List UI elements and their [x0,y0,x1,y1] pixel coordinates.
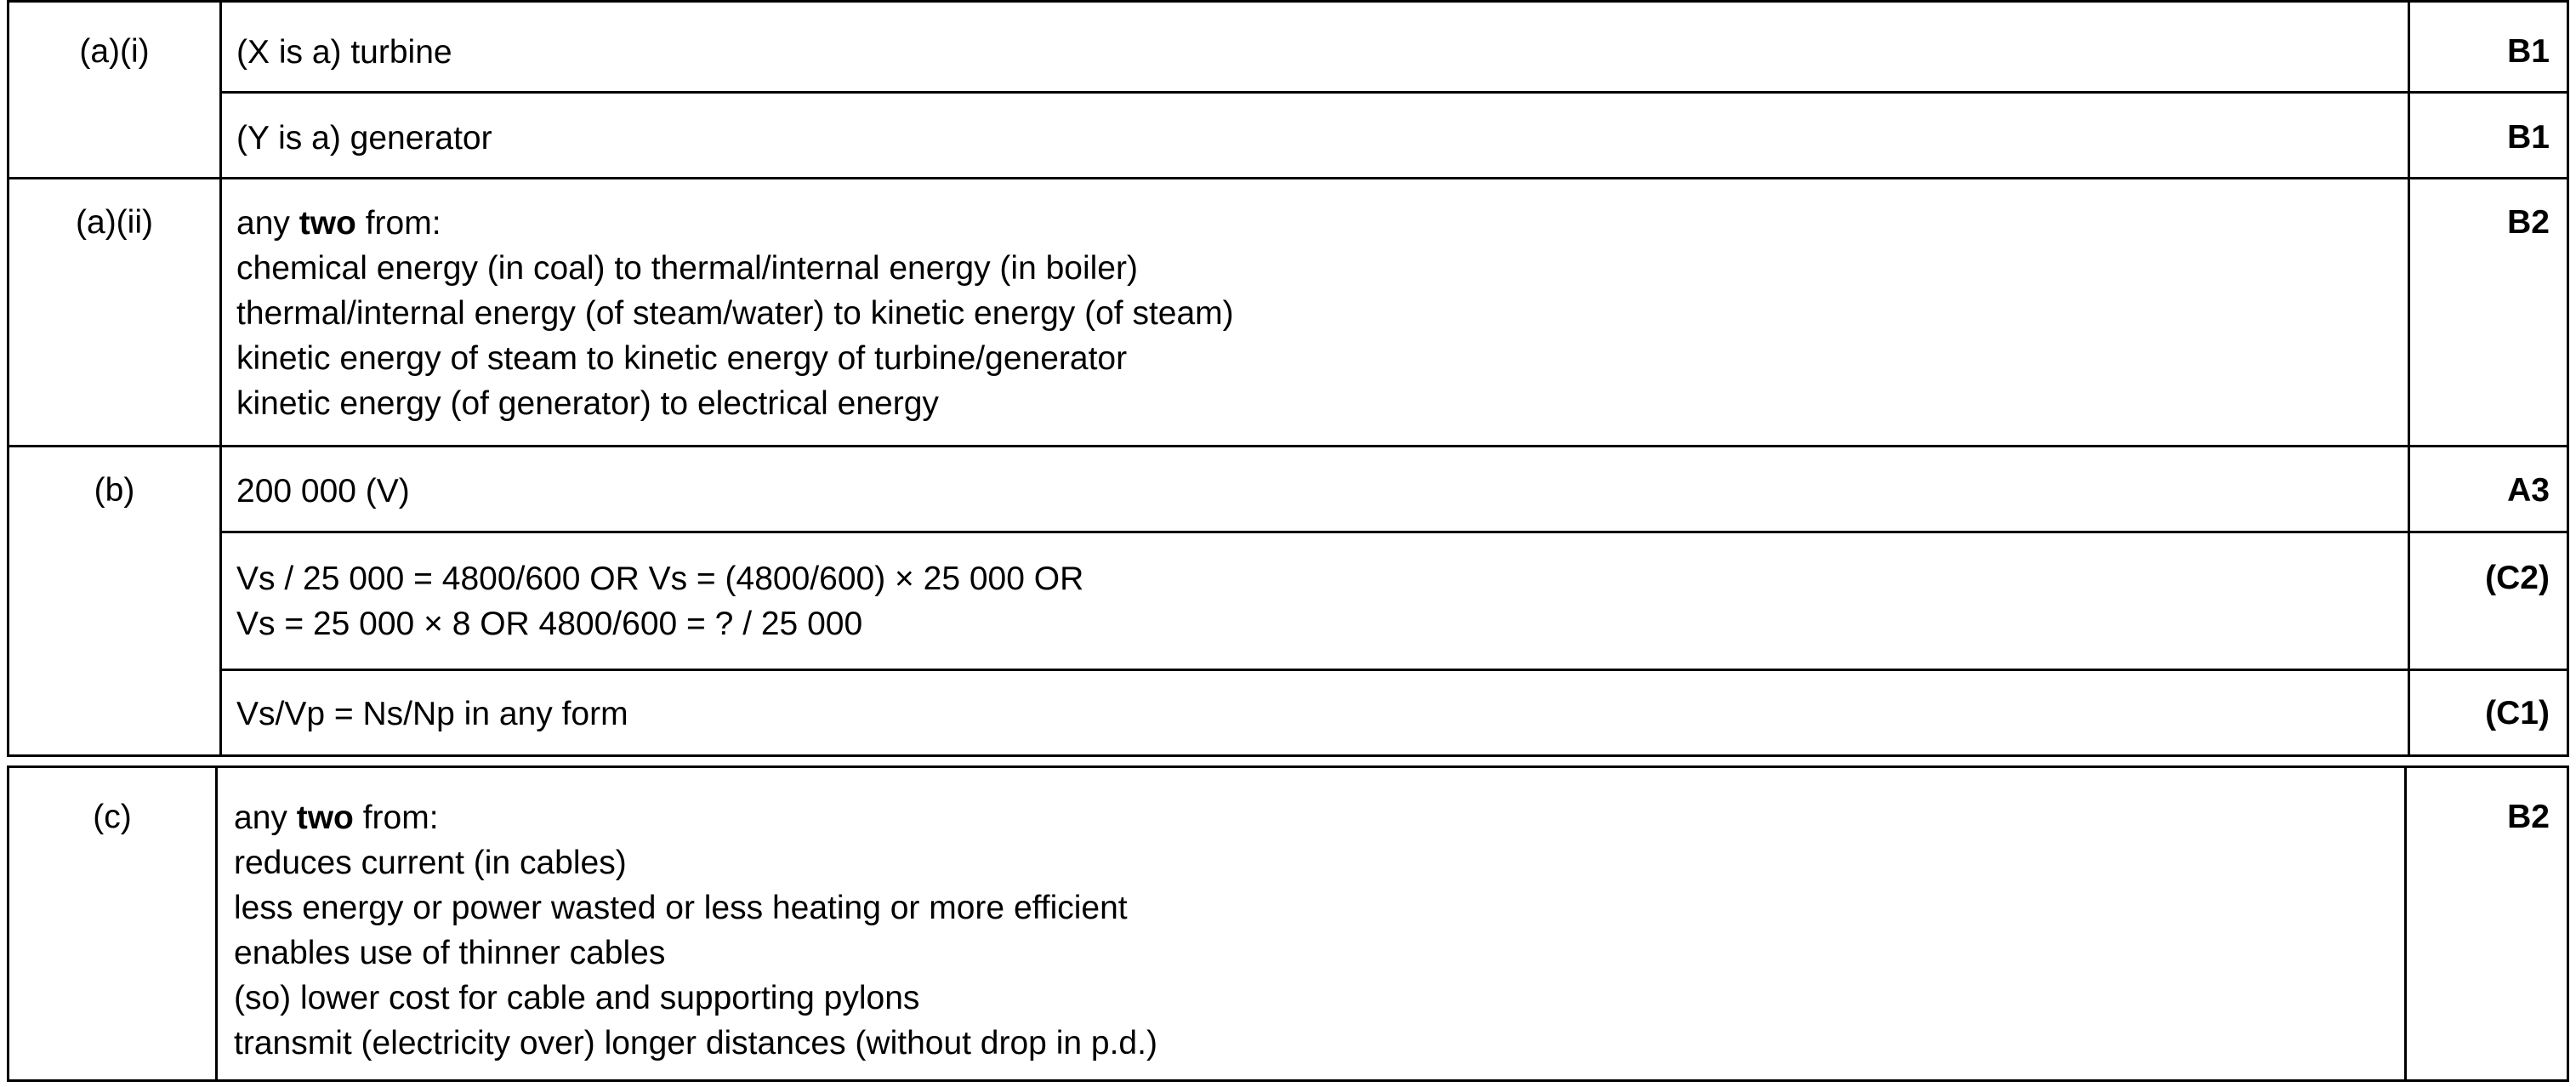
question-label-b: (b) [94,472,135,509]
answer-a-ii [236,201,1234,426]
answer-line: kinetic energy of steam to kinetic energy of turbine/generator [236,340,1128,377]
row-divider [219,531,2567,533]
answer-a-i-x: (X is a) turbine [236,34,452,71]
mark-a-i-y: B1 [2507,119,2550,156]
answer-line: (so) lower cost for cable and supporting pylons [234,980,920,1016]
answer-b-1 [236,469,410,514]
column-divider-label [215,768,218,1079]
answer-line: Vs / 25 000 = 4800/600 OR Vs = (4800/600) × 25 000 OR [236,561,1084,597]
answer-line: thermal/internal energy (of steam/water) to kinetic energy (of steam) [236,295,1234,332]
answer-b-2 [236,556,1083,646]
answer-line: chemical energy (in coal) to thermal/internal energy (in boiler) [236,250,1138,287]
mark-scheme-table-1 [7,0,2569,757]
answer-c [234,795,1157,1066]
mark-c: B2 [2507,799,2550,835]
answer-line: Vs = 25 000 × 8 OR 4800/600 = ? / 25 000 [236,606,863,642]
answer-line: kinetic energy (of generator) to electrical energy [236,385,939,422]
mark-b-1: A3 [2507,472,2550,509]
mark-b-2: (C2) [2485,560,2550,596]
answer-line: less energy or power wasted or less heating or more efficient [234,890,1128,926]
answer-a-i-y: (Y is a) generator [236,120,492,157]
mark-b-3: (C1) [2485,695,2550,731]
mark-scheme-table-2 [7,765,2569,1082]
question-label-c: (c) [93,799,132,835]
answer-c-intro: any two from: [234,800,439,836]
answer-line: Vs/Vp = Ns/Np in any form [236,696,628,732]
answer-line: 200 000 (V) [236,473,410,509]
mark-a-ii: B2 [2507,204,2550,241]
row-divider [9,177,2567,179]
mark-a-i-x: B1 [2507,33,2550,70]
answer-b-3 [236,691,628,737]
answer-a-ii-intro: any two from: [236,205,441,242]
answer-line: enables use of thinner cables [234,935,666,971]
answer-line: reduces current (in cables) [234,845,627,881]
column-divider-label [219,3,222,754]
row-divider [219,669,2567,671]
row-divider [219,91,2567,94]
question-label-a-ii: (a)(ii) [76,204,153,241]
row-divider [9,445,2567,447]
question-label-a-i: (a)(i) [79,33,150,70]
answer-line: transmit (electricity over) longer distances (without drop in p.d.) [234,1025,1157,1061]
